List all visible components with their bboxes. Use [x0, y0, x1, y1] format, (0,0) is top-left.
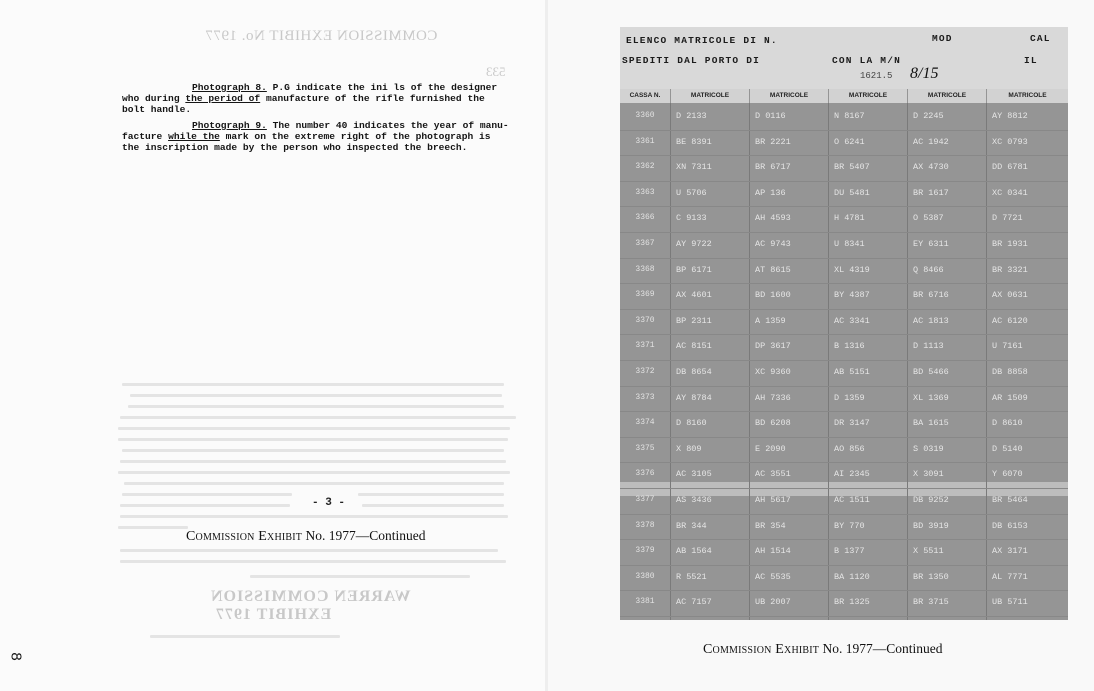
matricola-cell: E 2090 — [755, 443, 786, 454]
matricola-cell: AL 7771 — [992, 571, 1028, 582]
photograph-9-line-3: the inscription made by the person who inspected the breech. — [122, 142, 468, 153]
matricola-cell: AX 4601 — [676, 290, 712, 301]
matricola-cell: X 3091 — [913, 469, 944, 480]
cassa-number: 3378 — [635, 520, 655, 530]
row-divider — [620, 539, 1068, 540]
row-divider — [620, 437, 1068, 438]
header-line-2b: CON LA M/N — [832, 55, 902, 66]
photograph-8-line-2: who during the period of manufacture of the rifle furnished the — [122, 93, 485, 104]
photograph-9-line-2: facture while the mark on the extreme right of the photograph is — [122, 131, 491, 142]
cassa-number: 3374 — [635, 418, 655, 428]
left-caption: Commission Exhibit No. 1977—Continued — [186, 528, 426, 544]
matricola-cell: AS 3436 — [676, 495, 712, 505]
matricola-cell: BA 1120 — [834, 571, 870, 582]
matricola-cell: AC 5535 — [755, 571, 791, 582]
matricola-cell: BR 5407 — [834, 162, 870, 173]
matricola-cell: XC 9360 — [755, 367, 791, 377]
matricola-cell: U 7161 — [992, 341, 1023, 352]
matricola-cell: UB 5711 — [992, 597, 1028, 608]
matricola-cell: XL 4319 — [834, 264, 870, 275]
matricola-cell: D 2133 — [676, 111, 707, 121]
row-divider — [620, 309, 1068, 310]
cassa-number: 3377 — [635, 495, 655, 504]
matricola-cell: AI 2345 — [834, 469, 870, 480]
matricola-cell: DP 3617 — [755, 341, 791, 352]
matricola-cell: AC 3551 — [755, 469, 791, 480]
col-header-cassa: CASSA N. — [620, 89, 670, 103]
matricola-cell: BR 6716 — [913, 290, 949, 301]
matricola-cell: AC 6120 — [992, 315, 1028, 326]
matricola-cell: BR 1617 — [913, 187, 949, 198]
header-line-1c: CAL — [1030, 33, 1051, 44]
matricola-cell: DB 9252 — [913, 495, 949, 505]
bleed-footer-2: EXHIBIT 1977 — [215, 606, 332, 623]
matricola-cell: A 1359 — [755, 315, 786, 326]
photograph-8-line-1 — [192, 82, 497, 93]
col-header-matricole-3: MATRICOLE — [829, 89, 907, 103]
row-divider — [620, 206, 1068, 207]
matricola-cell: BR 1931 — [992, 239, 1028, 249]
matricola-cell: AC 8151 — [676, 341, 712, 352]
cassa-number: 3360 — [635, 111, 655, 120]
page-number: - 3 - — [312, 497, 346, 509]
header-line-1a: ELENCO MATRICOLE DI N. — [626, 35, 778, 46]
matricola-cell: B 1316 — [834, 341, 865, 352]
matricola-cell: R 5521 — [676, 571, 707, 582]
cassa-number: 3368 — [635, 264, 655, 274]
header-line-1b: MOD — [932, 33, 953, 44]
row-divider — [620, 411, 1068, 412]
register-photograph — [620, 27, 1068, 620]
matricola-cell: D 5140 — [992, 443, 1023, 454]
matricola-cell: BP 6171 — [676, 264, 712, 275]
matricola-cell: DU 5481 — [834, 187, 870, 198]
side-page-number: 8 — [7, 652, 25, 661]
matricola-cell: BR 344 — [676, 520, 707, 531]
matricola-cell: AH 5617 — [755, 495, 791, 505]
row-divider — [620, 360, 1068, 361]
matricola-cell: U 5706 — [676, 187, 707, 198]
matricola-cell: AC 3341 — [834, 315, 870, 326]
matricola-cell: BR 1350 — [913, 571, 949, 582]
row-divider — [620, 565, 1068, 566]
matricola-cell: XC 0793 — [992, 136, 1028, 147]
photograph-8-line-3: bolt handle. — [122, 104, 192, 115]
matricola-cell: BD 3919 — [913, 520, 949, 531]
matricola-cell: BD 5466 — [913, 367, 949, 377]
header-line-2a: SPEDITI DAL PORTO DI — [622, 55, 761, 66]
matricola-cell: AY 8812 — [992, 111, 1028, 121]
matricola-cell: O 6241 — [834, 136, 865, 147]
cassa-number: 3380 — [635, 571, 655, 581]
row-divider — [620, 283, 1068, 284]
photograph-8-text: P.G indicate the ini ls of the designer — [266, 82, 498, 93]
matricola-cell: D 7721 — [992, 213, 1023, 224]
matricola-cell: DR 3147 — [834, 418, 870, 429]
matricola-cell: N 8167 — [834, 111, 865, 121]
matricola-cell: D 0116 — [755, 111, 786, 121]
col-header-matricole-2: MATRICOLE — [750, 89, 828, 103]
cassa-number: 3366 — [635, 213, 655, 223]
matricola-cell: BY 4387 — [834, 290, 870, 301]
cassa-number: 3375 — [635, 443, 655, 453]
bleed-heading: COMMISSION EXHIBIT No. 1977 — [205, 28, 438, 44]
matricola-cell: AH 4593 — [755, 213, 791, 224]
matricola-cell: AX 0631 — [992, 290, 1028, 301]
highlighted-row — [620, 482, 1068, 496]
cassa-number: 3376 — [635, 469, 655, 479]
matricola-cell: BR 354 — [755, 520, 786, 531]
matricola-cell: S 0319 — [913, 443, 944, 454]
row-divider — [620, 514, 1068, 515]
matricola-cell: D 1113 — [913, 341, 944, 352]
matricola-cell: D 2245 — [913, 111, 944, 121]
matricola-cell: BR 3715 — [913, 597, 949, 608]
photograph-8-label: Photograph 8. — [192, 82, 267, 93]
matricola-cell: AC 3105 — [676, 469, 712, 480]
row-divider — [620, 181, 1068, 182]
matricola-cell: AR 1509 — [992, 392, 1028, 403]
bleed-number: 533 — [486, 64, 506, 79]
row-divider — [620, 130, 1068, 131]
col-header-matricole-1: MATRICOLE — [671, 89, 749, 103]
row-divider — [620, 616, 1068, 617]
cassa-number: 3381 — [635, 597, 655, 607]
matricola-cell: BR 6717 — [755, 162, 791, 173]
matricola-cell: D 8160 — [676, 418, 707, 429]
matricola-cell: AX 4730 — [913, 162, 949, 173]
matricola-cell: BD 1600 — [755, 290, 791, 301]
matricola-cell: AH 1514 — [755, 546, 791, 557]
header-date-note: 8/15 — [910, 65, 939, 82]
matricola-cell: BD 6208 — [755, 418, 791, 429]
matricola-cell: EY 6311 — [913, 239, 949, 249]
col-header-matricole-4: MATRICOLE — [908, 89, 986, 103]
matricola-cell: BR 3321 — [992, 264, 1028, 275]
matricola-cell: XC 0341 — [992, 187, 1028, 198]
cassa-number: 3372 — [635, 367, 655, 376]
right-caption: Commission Exhibit No. 1977—Continued — [703, 641, 943, 657]
matricola-cell: Y 6070 — [992, 469, 1023, 480]
matricola-cell: X 809 — [676, 443, 702, 454]
matricola-cell: AX 3171 — [992, 546, 1028, 557]
matricola-cell: BR 1325 — [834, 597, 870, 608]
photograph-9-line-1 — [192, 120, 509, 131]
matricola-cell: BE 8391 — [676, 136, 712, 147]
matricola-cell: AY 8784 — [676, 392, 712, 403]
cassa-number: 3363 — [635, 187, 655, 197]
col-header-matricole-5: MATRICOLE — [987, 89, 1068, 103]
matricola-cell: AY 9722 — [676, 239, 712, 249]
matricola-cell: AP 136 — [755, 187, 786, 198]
cassa-number: 3370 — [635, 315, 655, 325]
row-divider — [620, 462, 1068, 463]
matricola-cell: DB 8858 — [992, 367, 1028, 377]
row-divider — [620, 232, 1068, 233]
matricola-cell: AC 9743 — [755, 239, 791, 249]
matricola-cell: DB 8654 — [676, 367, 712, 377]
matricola-cell: BR 2221 — [755, 136, 791, 147]
cassa-number: 3367 — [635, 239, 655, 248]
matricola-cell: D 1359 — [834, 392, 865, 403]
matricola-cell: AC 7157 — [676, 597, 712, 608]
matricola-cell: AT 8615 — [755, 264, 791, 275]
matricola-cell: AC 1511 — [834, 495, 870, 505]
matricola-cell: BP 2311 — [676, 315, 712, 326]
matricola-cell: AO 856 — [834, 443, 865, 454]
header-line-2c: IL — [1024, 55, 1038, 66]
matricola-cell: XN 7311 — [676, 162, 712, 173]
cassa-number: 3379 — [635, 546, 655, 556]
matricola-cell: BA 1615 — [913, 418, 949, 429]
matricola-cell: AB 1564 — [676, 546, 712, 557]
cassa-number: 3373 — [635, 392, 655, 402]
header-small-number: 1621.5 — [860, 71, 893, 81]
matricola-cell: X 5511 — [913, 546, 944, 557]
matricola-cell: Q 8466 — [913, 264, 944, 275]
row-divider — [620, 258, 1068, 259]
cassa-number: 3369 — [635, 290, 655, 300]
row-divider — [620, 386, 1068, 387]
row-divider — [620, 488, 1068, 489]
matricola-cell: AH 7336 — [755, 392, 791, 403]
photograph-9-text: The number 40 indicates the year of manu- — [266, 120, 509, 131]
matricola-cell: C 9133 — [676, 213, 707, 224]
matricola-cell: AC 1942 — [913, 136, 949, 147]
matricola-cell: BY 770 — [834, 520, 865, 531]
row-divider — [620, 155, 1068, 156]
matricola-cell: AC 1813 — [913, 315, 949, 326]
cassa-number: 3361 — [635, 136, 655, 146]
matricola-cell: DD 6781 — [992, 162, 1028, 173]
cassa-number: 3362 — [635, 162, 655, 172]
matricola-cell: BR 5464 — [992, 495, 1028, 505]
matricola-cell: AB 5151 — [834, 367, 870, 377]
matricola-cell: B 1377 — [834, 546, 865, 557]
matricola-cell: O 5387 — [913, 213, 944, 224]
photograph-9-label: Photograph 9. — [192, 120, 267, 131]
bleed-footer-1: WARREN COMMISSION — [210, 588, 411, 605]
matricola-cell: D 8610 — [992, 418, 1023, 429]
matricola-cell: DB 6153 — [992, 520, 1028, 531]
matricola-cell: XL 1369 — [913, 392, 949, 403]
matricola-cell: U 8341 — [834, 239, 865, 249]
matricola-cell: H 4781 — [834, 213, 865, 224]
row-divider — [620, 334, 1068, 335]
row-divider — [620, 590, 1068, 591]
matricola-cell: UB 2007 — [755, 597, 791, 608]
cassa-number: 3371 — [635, 341, 655, 351]
